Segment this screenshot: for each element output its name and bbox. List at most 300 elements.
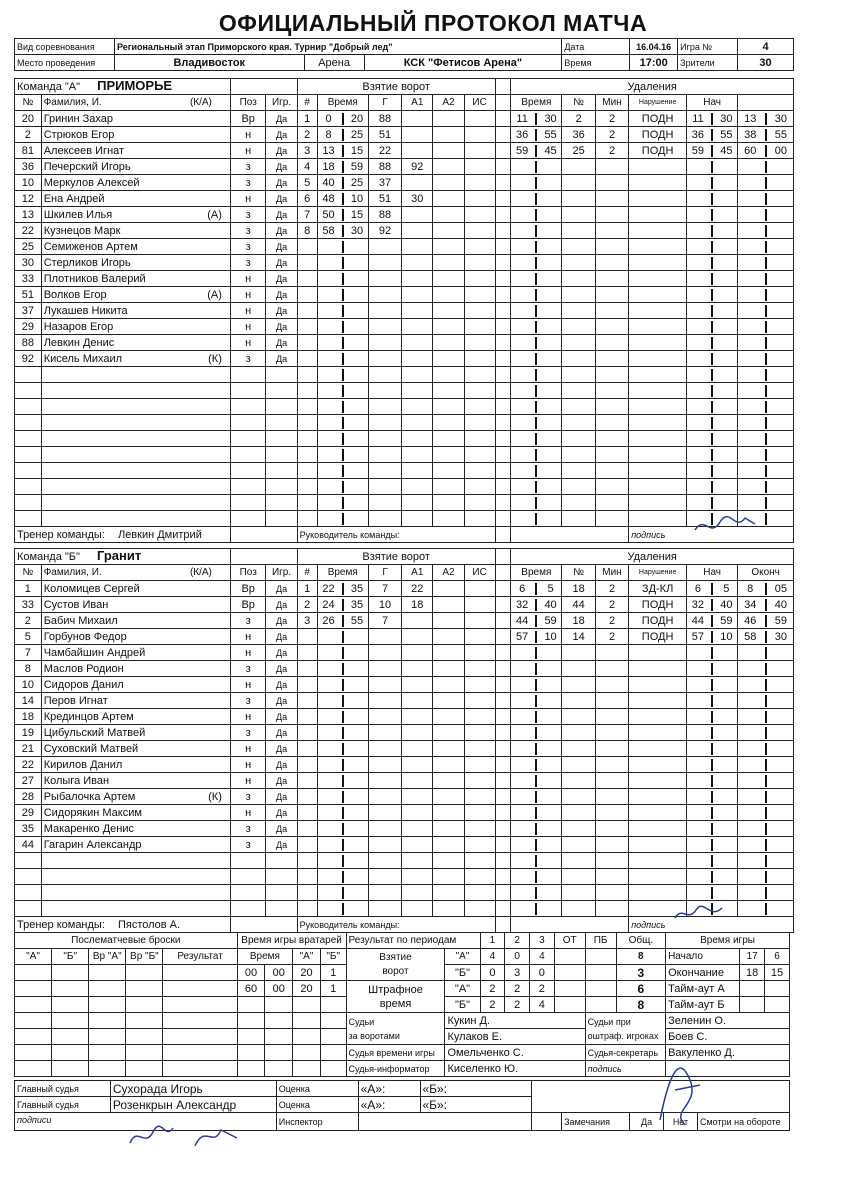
pen-start-min xyxy=(687,789,709,805)
goal-a1 xyxy=(402,431,433,447)
pen-sec xyxy=(540,271,562,287)
notes-no: Нет xyxy=(664,1113,698,1131)
goal-sec: 59 xyxy=(346,159,368,175)
player-name: Назаров Егор xyxy=(43,320,114,333)
player-name: Кирилов Данил xyxy=(43,758,123,771)
notes-label: Замечания xyxy=(562,1113,630,1131)
pen-start-sec xyxy=(715,677,737,693)
player-num: 22 xyxy=(15,223,42,239)
goal-min xyxy=(317,837,339,853)
pen-sec xyxy=(540,287,562,303)
player-name-cell xyxy=(41,885,230,901)
goal-a2 xyxy=(433,869,464,885)
col-start: Нач xyxy=(687,565,738,581)
pen-end-min xyxy=(738,415,762,431)
goal-a2 xyxy=(433,127,464,143)
goal-is xyxy=(464,431,495,447)
col-a1: А1 xyxy=(402,565,433,581)
player-num: 35 xyxy=(15,821,42,837)
pen-start-sec xyxy=(715,773,737,789)
signature-scribble xyxy=(125,1118,245,1154)
goal-scorer xyxy=(368,319,401,335)
player-name-cell xyxy=(41,805,230,821)
goal-num: 3 xyxy=(297,143,317,159)
player-pos xyxy=(230,869,266,885)
player-cap: (К) xyxy=(208,352,222,365)
pen-start-sec xyxy=(715,383,737,399)
goal-scorer xyxy=(368,287,401,303)
pen-player: 44 xyxy=(562,597,595,613)
pen-start-sec xyxy=(715,255,737,271)
pen-end-sec xyxy=(769,255,794,271)
pen-end-min xyxy=(738,431,762,447)
pen-sec xyxy=(540,709,562,725)
pen-start-min xyxy=(687,741,709,757)
pen-end-sec xyxy=(769,223,794,239)
goal-a1: 18 xyxy=(402,597,433,613)
pen-start-min xyxy=(687,367,709,383)
pen-sec xyxy=(540,757,562,773)
player-name-cell xyxy=(41,511,230,527)
pen-min xyxy=(511,271,533,287)
player-pos: н xyxy=(230,773,266,789)
pen-player xyxy=(562,303,595,319)
goal-is xyxy=(464,159,495,175)
goal-a2 xyxy=(433,741,464,757)
goal-sec xyxy=(346,805,368,821)
pen-minutes: 2 xyxy=(595,127,628,143)
player-row xyxy=(15,223,794,239)
pen-minutes xyxy=(595,709,628,725)
pen-start-sec xyxy=(715,757,737,773)
pen-min xyxy=(511,677,533,693)
pen-min xyxy=(511,741,533,757)
pen-end-min xyxy=(738,463,762,479)
pen-sec xyxy=(540,239,562,255)
period-total: 6 xyxy=(616,981,665,997)
pen-violation: ПОДН xyxy=(629,613,687,629)
player-num: 29 xyxy=(15,805,42,821)
goal-min xyxy=(317,853,339,869)
player-played: Да xyxy=(266,191,297,207)
pen-end-sec xyxy=(769,709,794,725)
pen-end-sec: 30 xyxy=(769,111,794,127)
pen-min xyxy=(511,725,533,741)
player-num: 12 xyxy=(15,191,42,207)
player-cap: (А) xyxy=(207,288,222,301)
goal-min xyxy=(317,255,339,271)
pen-end-min: 60 xyxy=(738,143,762,159)
competition-value: Региональный этап Приморского края. Турнир "Добрый лед" xyxy=(114,39,561,55)
player-played xyxy=(266,901,297,917)
pen-end-min xyxy=(738,271,762,287)
goal-scorer xyxy=(368,431,401,447)
pen-min xyxy=(511,853,533,869)
pen-minutes: 2 xyxy=(595,629,628,645)
goal-a2 xyxy=(433,383,464,399)
goal-a2 xyxy=(433,677,464,693)
goal-is xyxy=(464,757,495,773)
player-num: 10 xyxy=(15,677,42,693)
col-hash: # xyxy=(297,95,317,111)
pen-sec xyxy=(540,319,562,335)
goal-scorer: 51 xyxy=(368,127,401,143)
goal-a1: 22 xyxy=(402,581,433,597)
col-played: Игр. xyxy=(266,565,297,581)
player-played: Да xyxy=(266,351,297,367)
info-judge: Киселенко Ю. xyxy=(445,1061,585,1077)
penalties-heading: Удаления xyxy=(511,549,794,565)
player-played: Да xyxy=(266,127,297,143)
pen-end-sec xyxy=(769,725,794,741)
pen-start-min xyxy=(687,271,709,287)
player-num: 2 xyxy=(15,127,42,143)
pen-end-min xyxy=(738,837,762,853)
player-row xyxy=(15,805,794,821)
pen-start-sec xyxy=(715,159,737,175)
player-row xyxy=(15,255,794,271)
pen-minutes xyxy=(595,773,628,789)
player-played xyxy=(266,869,297,885)
pen-minutes xyxy=(595,789,628,805)
goal-min xyxy=(317,399,339,415)
team-label: Команда "А" ПРИМОРЬЕ xyxy=(15,79,231,95)
player-num xyxy=(15,479,42,495)
pen-min xyxy=(511,367,533,383)
player-played: Да xyxy=(266,239,297,255)
goal-sec xyxy=(346,677,368,693)
timer-judge-label: Судья времени игры xyxy=(346,1045,445,1061)
pen-sec xyxy=(540,335,562,351)
pen-end-sec xyxy=(769,383,794,399)
pen-end-min xyxy=(738,351,762,367)
pen-violation: ПОДН xyxy=(629,111,687,127)
col-g: Г xyxy=(368,565,401,581)
player-row xyxy=(15,837,794,853)
goal-num xyxy=(297,383,317,399)
coach-cell: Тренер команды: Пястолов А. xyxy=(15,917,231,933)
goal-is xyxy=(464,853,495,869)
gk-value: 1 xyxy=(320,965,346,981)
pen-start-sec xyxy=(715,287,737,303)
goal-a2 xyxy=(433,837,464,853)
goal-min: 24 xyxy=(317,597,339,613)
player-played xyxy=(266,479,297,495)
goal-scorer xyxy=(368,645,401,661)
goal-a2 xyxy=(433,597,464,613)
pen-start-min: 44 xyxy=(687,613,709,629)
pen-minutes xyxy=(595,367,628,383)
goal-a1 xyxy=(402,271,433,287)
player-row xyxy=(15,127,794,143)
player-played: Да xyxy=(266,613,297,629)
pen-start-min: 6 xyxy=(687,581,709,597)
goal-scorer xyxy=(368,709,401,725)
player-played xyxy=(266,367,297,383)
goal-num xyxy=(297,789,317,805)
goal-num: 2 xyxy=(297,597,317,613)
player-pos xyxy=(230,511,266,527)
so-col: "А" xyxy=(15,949,52,965)
goal-scorer: 7 xyxy=(368,581,401,597)
col-name: Фамилия, И. (К/А) xyxy=(41,565,230,581)
pen-sec xyxy=(540,805,562,821)
goal-sec xyxy=(346,367,368,383)
goal-a2 xyxy=(433,287,464,303)
signatures-label: подписи xyxy=(15,1113,277,1131)
goal-a2 xyxy=(433,463,464,479)
goal-a1 xyxy=(402,367,433,383)
goal-num xyxy=(297,335,317,351)
rating-b: «Б»: xyxy=(420,1081,532,1097)
player-num: 13 xyxy=(15,207,42,223)
period-value: 2 xyxy=(505,981,530,997)
pen-start-sec xyxy=(715,207,737,223)
info-judge-label: Судья-информатор xyxy=(346,1061,445,1077)
player-name-cell xyxy=(41,597,230,613)
pen-start-sec xyxy=(715,271,737,287)
player-name-cell xyxy=(41,773,230,789)
pen-minutes xyxy=(595,239,628,255)
player-name-cell xyxy=(41,319,230,335)
player-pos: н xyxy=(230,709,266,725)
player-num: 33 xyxy=(15,271,42,287)
rating-label: Оценка xyxy=(276,1097,358,1113)
pen-min xyxy=(511,383,533,399)
date-value: 16.04.16 xyxy=(630,39,678,55)
pen-end-sec xyxy=(769,415,794,431)
pen-start-min xyxy=(687,319,709,335)
player-row xyxy=(15,351,794,367)
player-row xyxy=(15,159,794,175)
pen-start-min xyxy=(687,399,709,415)
goal-sec xyxy=(346,479,368,495)
player-num: 30 xyxy=(15,255,42,271)
pen-min xyxy=(511,885,533,901)
goal-num xyxy=(297,399,317,415)
player-name-cell xyxy=(41,645,230,661)
player-name-cell xyxy=(41,789,230,805)
player-name: Семиженов Артем xyxy=(43,240,138,253)
goal-sec xyxy=(346,431,368,447)
player-row xyxy=(15,399,794,415)
pen-end-sec: 59 xyxy=(769,613,794,629)
goal-is xyxy=(464,463,495,479)
signature-label: подпись xyxy=(585,1061,665,1077)
player-played xyxy=(266,383,297,399)
team-b-table xyxy=(14,548,794,933)
period-col: 3 xyxy=(530,933,555,949)
pen-violation xyxy=(629,399,687,415)
player-name-cell xyxy=(41,869,230,885)
pen-end-min xyxy=(738,175,762,191)
pen-player xyxy=(562,725,595,741)
pen-end-min xyxy=(738,367,762,383)
player-num: 88 xyxy=(15,335,42,351)
col-min: Мин xyxy=(595,95,628,111)
col-played: Игр. xyxy=(266,95,297,111)
pen-sec xyxy=(540,741,562,757)
goal-a1 xyxy=(402,319,433,335)
pen-start-sec xyxy=(715,303,737,319)
player-played: Да xyxy=(266,821,297,837)
player-name-cell xyxy=(41,415,230,431)
pen-start-min xyxy=(687,837,709,853)
pen-minutes: 2 xyxy=(595,597,628,613)
goal-scorer xyxy=(368,239,401,255)
col-g: Г xyxy=(368,95,401,111)
pen-minutes: 2 xyxy=(595,613,628,629)
pen-sec xyxy=(540,725,562,741)
goal-a2 xyxy=(433,191,464,207)
pen-minutes xyxy=(595,853,628,869)
player-name-cell xyxy=(41,143,230,159)
goal-sec xyxy=(346,399,368,415)
pen-violation xyxy=(629,693,687,709)
gate-judges-label: Судьи за воротами xyxy=(346,1013,445,1045)
goal-min xyxy=(317,821,339,837)
player-name-cell xyxy=(41,351,230,367)
goal-is xyxy=(464,287,495,303)
pen-end-sec xyxy=(769,303,794,319)
pen-player xyxy=(562,479,595,495)
goal-sec xyxy=(346,773,368,789)
player-played: Да xyxy=(266,757,297,773)
player-name-cell xyxy=(41,367,230,383)
goal-min: 13 xyxy=(317,143,339,159)
goal-a2 xyxy=(433,255,464,271)
goal-sec xyxy=(346,629,368,645)
manager-label: Руководитель команды: xyxy=(297,527,495,543)
goal-a1 xyxy=(402,463,433,479)
goal-a1 xyxy=(402,805,433,821)
pen-player xyxy=(562,335,595,351)
pen-start-sec xyxy=(715,741,737,757)
pen-sec xyxy=(540,773,562,789)
gt-value: 15 xyxy=(765,965,790,981)
player-row xyxy=(15,677,794,693)
player-row xyxy=(15,335,794,351)
pen-sec xyxy=(540,885,562,901)
penalty-row-label: Штрафное время xyxy=(346,981,445,1013)
goal-num xyxy=(297,479,317,495)
player-name-cell xyxy=(41,677,230,693)
pen-sec xyxy=(540,479,562,495)
player-row xyxy=(15,709,794,725)
pen-min: 6 xyxy=(511,581,533,597)
pen-min xyxy=(511,351,533,367)
pen-end-sec xyxy=(769,319,794,335)
pen-violation xyxy=(629,223,687,239)
player-pos: з xyxy=(230,223,266,239)
player-num: 19 xyxy=(15,725,42,741)
pen-minutes xyxy=(595,207,628,223)
gk-value: 00 xyxy=(237,965,265,981)
pen-start-sec: 55 xyxy=(715,127,737,143)
pen-end-sec xyxy=(769,239,794,255)
goal-is xyxy=(464,821,495,837)
goal-a2 xyxy=(433,335,464,351)
goal-a1 xyxy=(402,629,433,645)
pen-start-sec: 5 xyxy=(715,581,737,597)
player-num: 44 xyxy=(15,837,42,853)
pen-min xyxy=(511,511,533,527)
col-num: № xyxy=(15,565,42,581)
pen-start-min xyxy=(687,725,709,741)
goal-is xyxy=(464,789,495,805)
player-name: Цибульский Матвей xyxy=(43,726,146,739)
goal-is xyxy=(464,479,495,495)
row-team: "А" xyxy=(445,981,480,997)
goal-a2 xyxy=(433,821,464,837)
player-num: 1 xyxy=(15,581,42,597)
player-pos: з xyxy=(230,821,266,837)
pen-start-sec: 10 xyxy=(715,629,737,645)
goal-min xyxy=(317,741,339,757)
so-col: Результат xyxy=(163,949,237,965)
pen-violation xyxy=(629,725,687,741)
goal-min xyxy=(317,495,339,511)
pen-player xyxy=(562,431,595,447)
goal-sec xyxy=(346,271,368,287)
secretary: Вакуленко Д. xyxy=(666,1045,790,1061)
goal-scorer: 92 xyxy=(368,223,401,239)
player-pos: з xyxy=(230,837,266,853)
pen-violation xyxy=(629,255,687,271)
pen-min: 36 xyxy=(511,127,533,143)
pen-violation xyxy=(629,511,687,527)
goal-sec xyxy=(346,303,368,319)
goal-is xyxy=(464,613,495,629)
pen-end-sec xyxy=(769,175,794,191)
goal-sec xyxy=(346,255,368,271)
pen-violation xyxy=(629,383,687,399)
goal-a2 xyxy=(433,629,464,645)
pen-violation xyxy=(629,853,687,869)
player-played: Да xyxy=(266,223,297,239)
pen-player xyxy=(562,693,595,709)
pen-start-min: 32 xyxy=(687,597,709,613)
pen-sec xyxy=(540,383,562,399)
pen-minutes xyxy=(595,901,628,917)
player-name: Сидоров Данил xyxy=(43,678,124,691)
pen-end-min xyxy=(738,869,762,885)
goal-scorer xyxy=(368,399,401,415)
gate-judge-1: Кукин Д. xyxy=(445,1013,585,1029)
team-a-table xyxy=(14,78,794,543)
pen-sec xyxy=(540,175,562,191)
goal-a1 xyxy=(402,645,433,661)
pen-end-sec xyxy=(769,645,794,661)
goal-a1: 92 xyxy=(402,159,433,175)
goal-sec: 15 xyxy=(346,143,368,159)
pen-end-sec xyxy=(769,837,794,853)
goal-a2 xyxy=(433,645,464,661)
pen-start-min xyxy=(687,869,709,885)
goal-a1 xyxy=(402,757,433,773)
goal-min xyxy=(317,629,339,645)
pen-end-sec xyxy=(769,207,794,223)
player-cap: (К) xyxy=(208,790,222,803)
pen-end-min xyxy=(738,725,762,741)
pen-player xyxy=(562,821,595,837)
player-name: Стерликов Игорь xyxy=(43,256,131,269)
pen-end-min: 34 xyxy=(738,597,762,613)
goal-is xyxy=(464,677,495,693)
game-time-title: Время игры xyxy=(666,933,790,949)
pen-violation xyxy=(629,431,687,447)
pen-end-sec xyxy=(769,399,794,415)
